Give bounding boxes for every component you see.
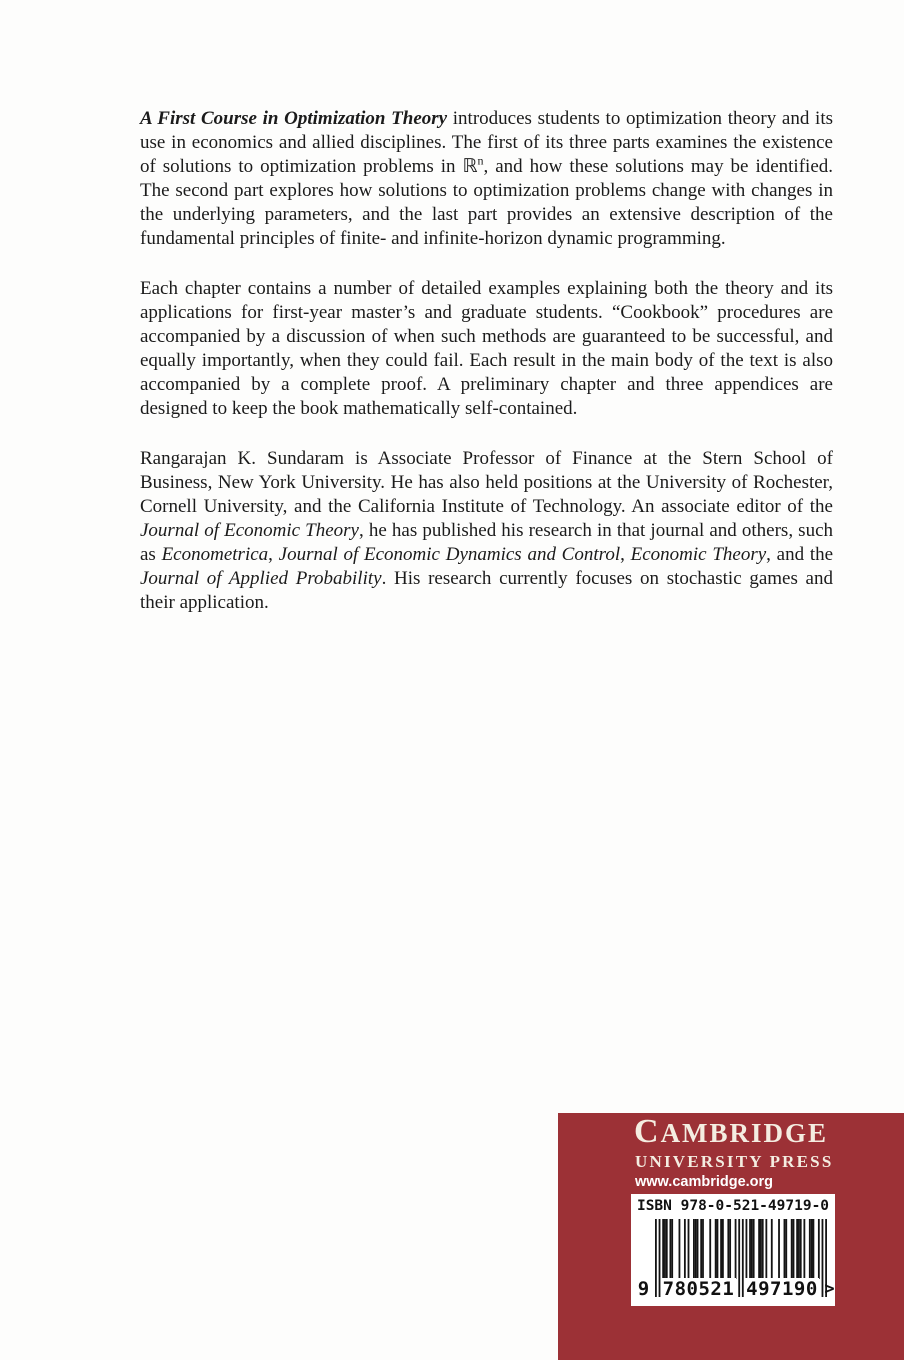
paragraph: [140, 447, 833, 615]
text-segment: . His research currently focuses on stochastic games and their application.: [140, 568, 833, 613]
text-segment: introduces students to optimization theory and its use in economics and allied disciplines. The first of its three parts examines the existence of solutions to optimization problems in ℝ: [140, 108, 833, 177]
barcode-panel: [631, 1194, 835, 1306]
barcode-digits-right: 497190: [746, 1278, 818, 1300]
text-segment: ,: [620, 544, 631, 565]
text-segment: Rangarajan K. Sundaram is Associate Professor of Finance at the Stern School of Business, New York University. He has also held positions at the University of Rochester, Cornell University, and the California Institute of Technology. An associate editor of the: [140, 448, 833, 517]
text-segment: Journal of Economic Theory: [140, 520, 359, 541]
blurb-text: [140, 107, 833, 615]
text-segment: ,: [268, 544, 279, 565]
text-segment: , and the: [766, 544, 834, 565]
barcode-digit-first: 9: [634, 1278, 653, 1300]
text-segment: A First Course in Optimization Theory: [140, 108, 448, 129]
publisher-website: www.cambridge.org: [635, 1174, 774, 1190]
text-segment: Each chapter contains a number of detailed examples explaining both the theory and its applications for first-year master’s and graduate students. “Cookbook” procedures are accompanied by a discussion of when such methods are guaranteed to be successful, and equally importantly, when they could fail. Each result in the main body of the text is also accompanied by a complete proof. A preliminary chapter and three appendices are designed to keep the book mathematically self-contained.: [140, 278, 833, 419]
isbn-label: ISBN 978-0-521-49719-0: [636, 1198, 830, 1214]
text-segment: Journal of Applied Probability: [140, 568, 382, 589]
paragraph: [140, 277, 833, 421]
text-segment: , and how these solutions may be identified. The second part explores how solutions to optimization problems change with changes in the underlying parameters, and the last part provides an extensive description of the fundamental principles of finite- and infinite-horizon dynamic programming.: [140, 156, 833, 249]
text-segment: Econometrica: [161, 544, 269, 565]
publisher-block: [558, 1113, 904, 1360]
text-segment: n: [477, 153, 484, 168]
paragraph: [140, 107, 833, 251]
text-segment: Economic Theory: [630, 544, 767, 565]
text-segment: Journal of Economic Dynamics and Control: [278, 544, 621, 565]
publisher-name: CAMBRIDGE: [634, 1113, 829, 1150]
publisher-subtitle: UNIVERSITY PRESS: [635, 1152, 834, 1171]
barcode-digits-left: 780521: [662, 1278, 735, 1300]
text-segment: , he has published his research in that journal and others, such as: [140, 520, 833, 565]
barcode-end-marker: >: [824, 1279, 835, 1299]
